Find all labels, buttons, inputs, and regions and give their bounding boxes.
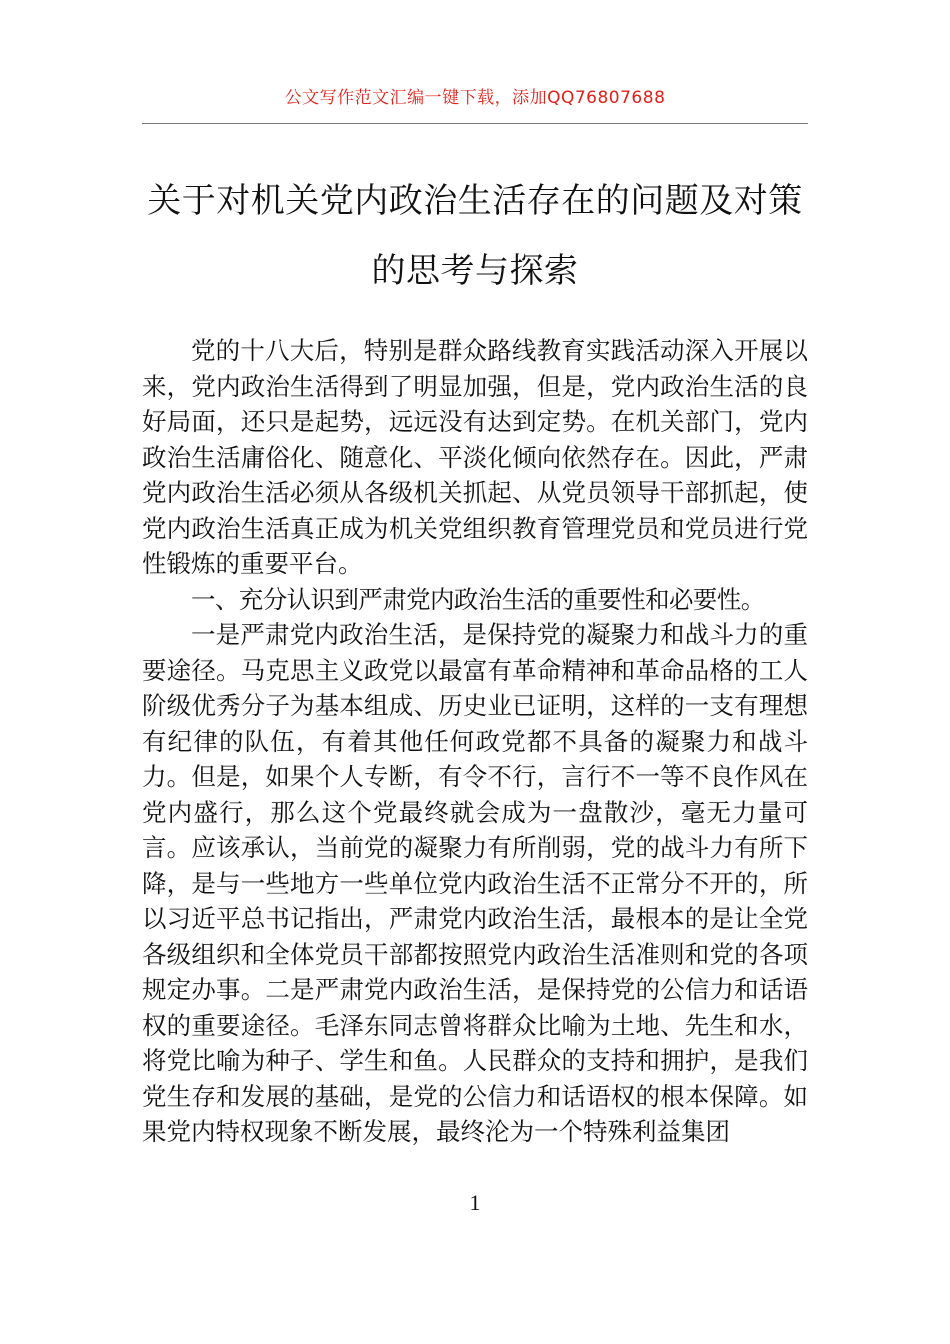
page-number: 1 <box>469 1190 481 1215</box>
section-heading: 一、充分认识到严肃党内政治生活的重要性和必要性。 <box>191 584 765 614</box>
document-title: 关于对机关党内政治生活存在的问题及对策的思考与探索 <box>147 181 803 291</box>
document-body <box>142 333 808 1150</box>
intro-paragraph: 党的十八大后，特别是群众路线教育实践活动深入开展以来，党内政治生活得到了明显加强，但是，党内政治生活的良好局面，还只是起势，远远没有达到定势。在机关部门，党内政治生活庸俗化、随意化、平淡化倾向依然存在。因此，严肃党内政治生活必须从各级机关抓起、从党员领导干部抓起，使党内政治生活真正成为机关党组织教育管理党员和党员进行党性锻炼的重要平台。 <box>142 336 808 578</box>
body-paragraph: 一是严肃党内政治生活，是保持党的凝聚力和战斗力的重要途径。马克思主义政党以最富有革命精神和革命品格的工人阶级优秀分子为基本组成、历史业已证明，这样的一支有理想有纪律的队伍，有着其他任何政党都不具备的凝聚力和战斗力。但是，如果个人专断，有令不行，言行不一等不良作风在党内盛行，那么这个党最终就会成为一盘散沙，毫无力量可言。应该承认，当前党的凝聚力有所削弱，党的战斗力有所下降，是与一些地方一些单位党内政治生活不正常分不开的，所以习近平总书记指出，严肃党内政治生活，最根本的是让全党各级组织和全体党员干部都按照党内政治生活准则和党的各项规定办事。二是严肃党内政治生活，是保持党的公信力和话语权的重要途径。毛泽东同志曾将群众比喻为土地、先生和水，将党比喻为种子、学生和鱼。人民群众的支持和拥护，是我们党生存和发展的基础，是党的公信力和话语权的根本保障。如果党内特权现象不断发展，最终沦为一个特殊利益集团 <box>142 620 808 1146</box>
header-divider <box>142 123 808 124</box>
header-banner: 公文写作范文汇编一键下载，添加QQ76807688 <box>284 88 666 108</box>
